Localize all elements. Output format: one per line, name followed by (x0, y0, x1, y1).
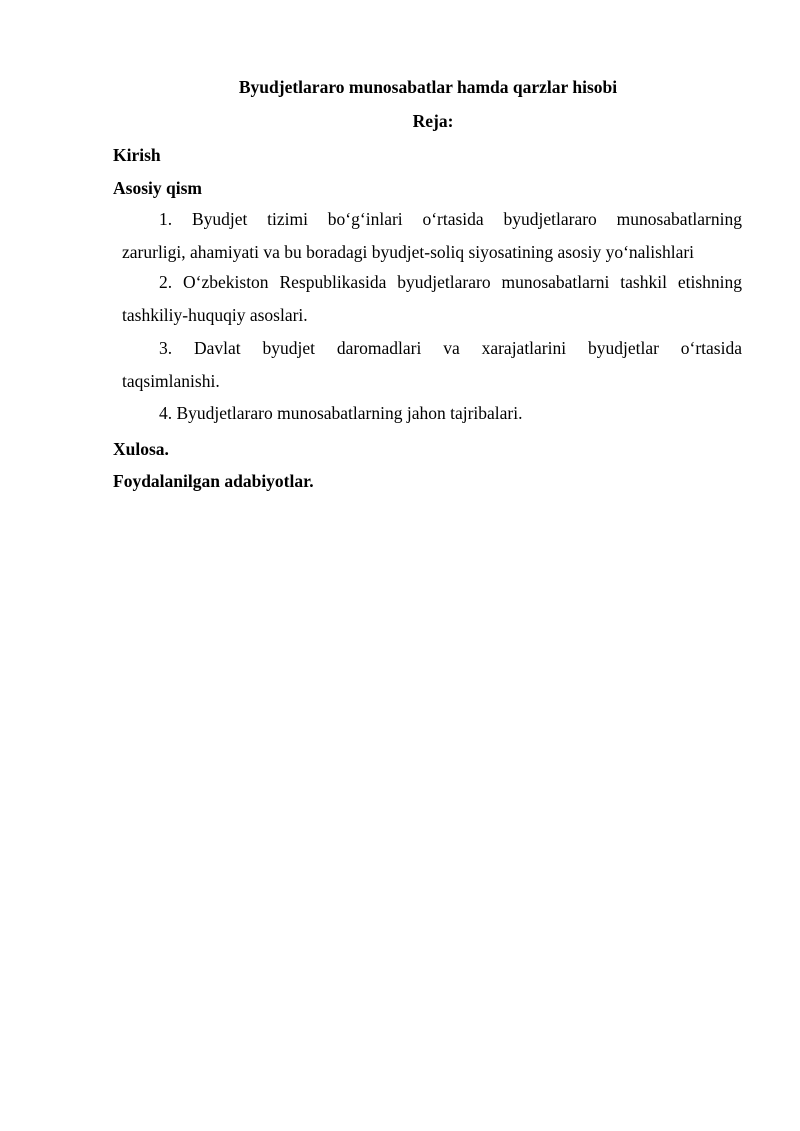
intro-heading: Kirish (113, 145, 161, 165)
plan-item-2-line-1: 2. O‘zbekiston Respublikasida byudjetlararo munosabatlarni tashkil etishning (159, 272, 742, 292)
conclusion-heading: Xulosa. (113, 439, 169, 459)
plan-item-2 (122, 266, 742, 332)
plan-item-1-line-1: 1. Byudjet tizimi bo‘g‘inlari o‘rtasida byudjetlararo munosabatlarning (159, 209, 742, 229)
references-heading: Foydalanilgan adabiyotlar. (113, 471, 314, 491)
plan-item-2-line-2: tashkiliy-huquqiy asoslari. (122, 305, 308, 325)
plan-item-4: 4. Byudjetlararo munosabatlarning jahon tajribalari. (159, 403, 523, 423)
plan-item-3-line-1: 3. Davlat byudjet daromadlari va xarajatlarini byudjetlar o‘rtasida (159, 338, 742, 358)
plan-item-3-line-2: taqsimlanishi. (122, 371, 220, 391)
plan-item-1 (122, 203, 742, 269)
document-title: Byudjetlararo munosabatlar hamda qarzlar hisobi (238, 77, 618, 97)
plan-heading: Reja: (412, 111, 454, 131)
plan-item-1-line-2: zarurligi, ahamiyati va bu boradagi byudjet-soliq siyosatining asosiy yo‘nalishlari (122, 242, 695, 262)
plan-item-3 (122, 332, 742, 398)
main-part-heading: Asosiy qism (113, 178, 202, 198)
